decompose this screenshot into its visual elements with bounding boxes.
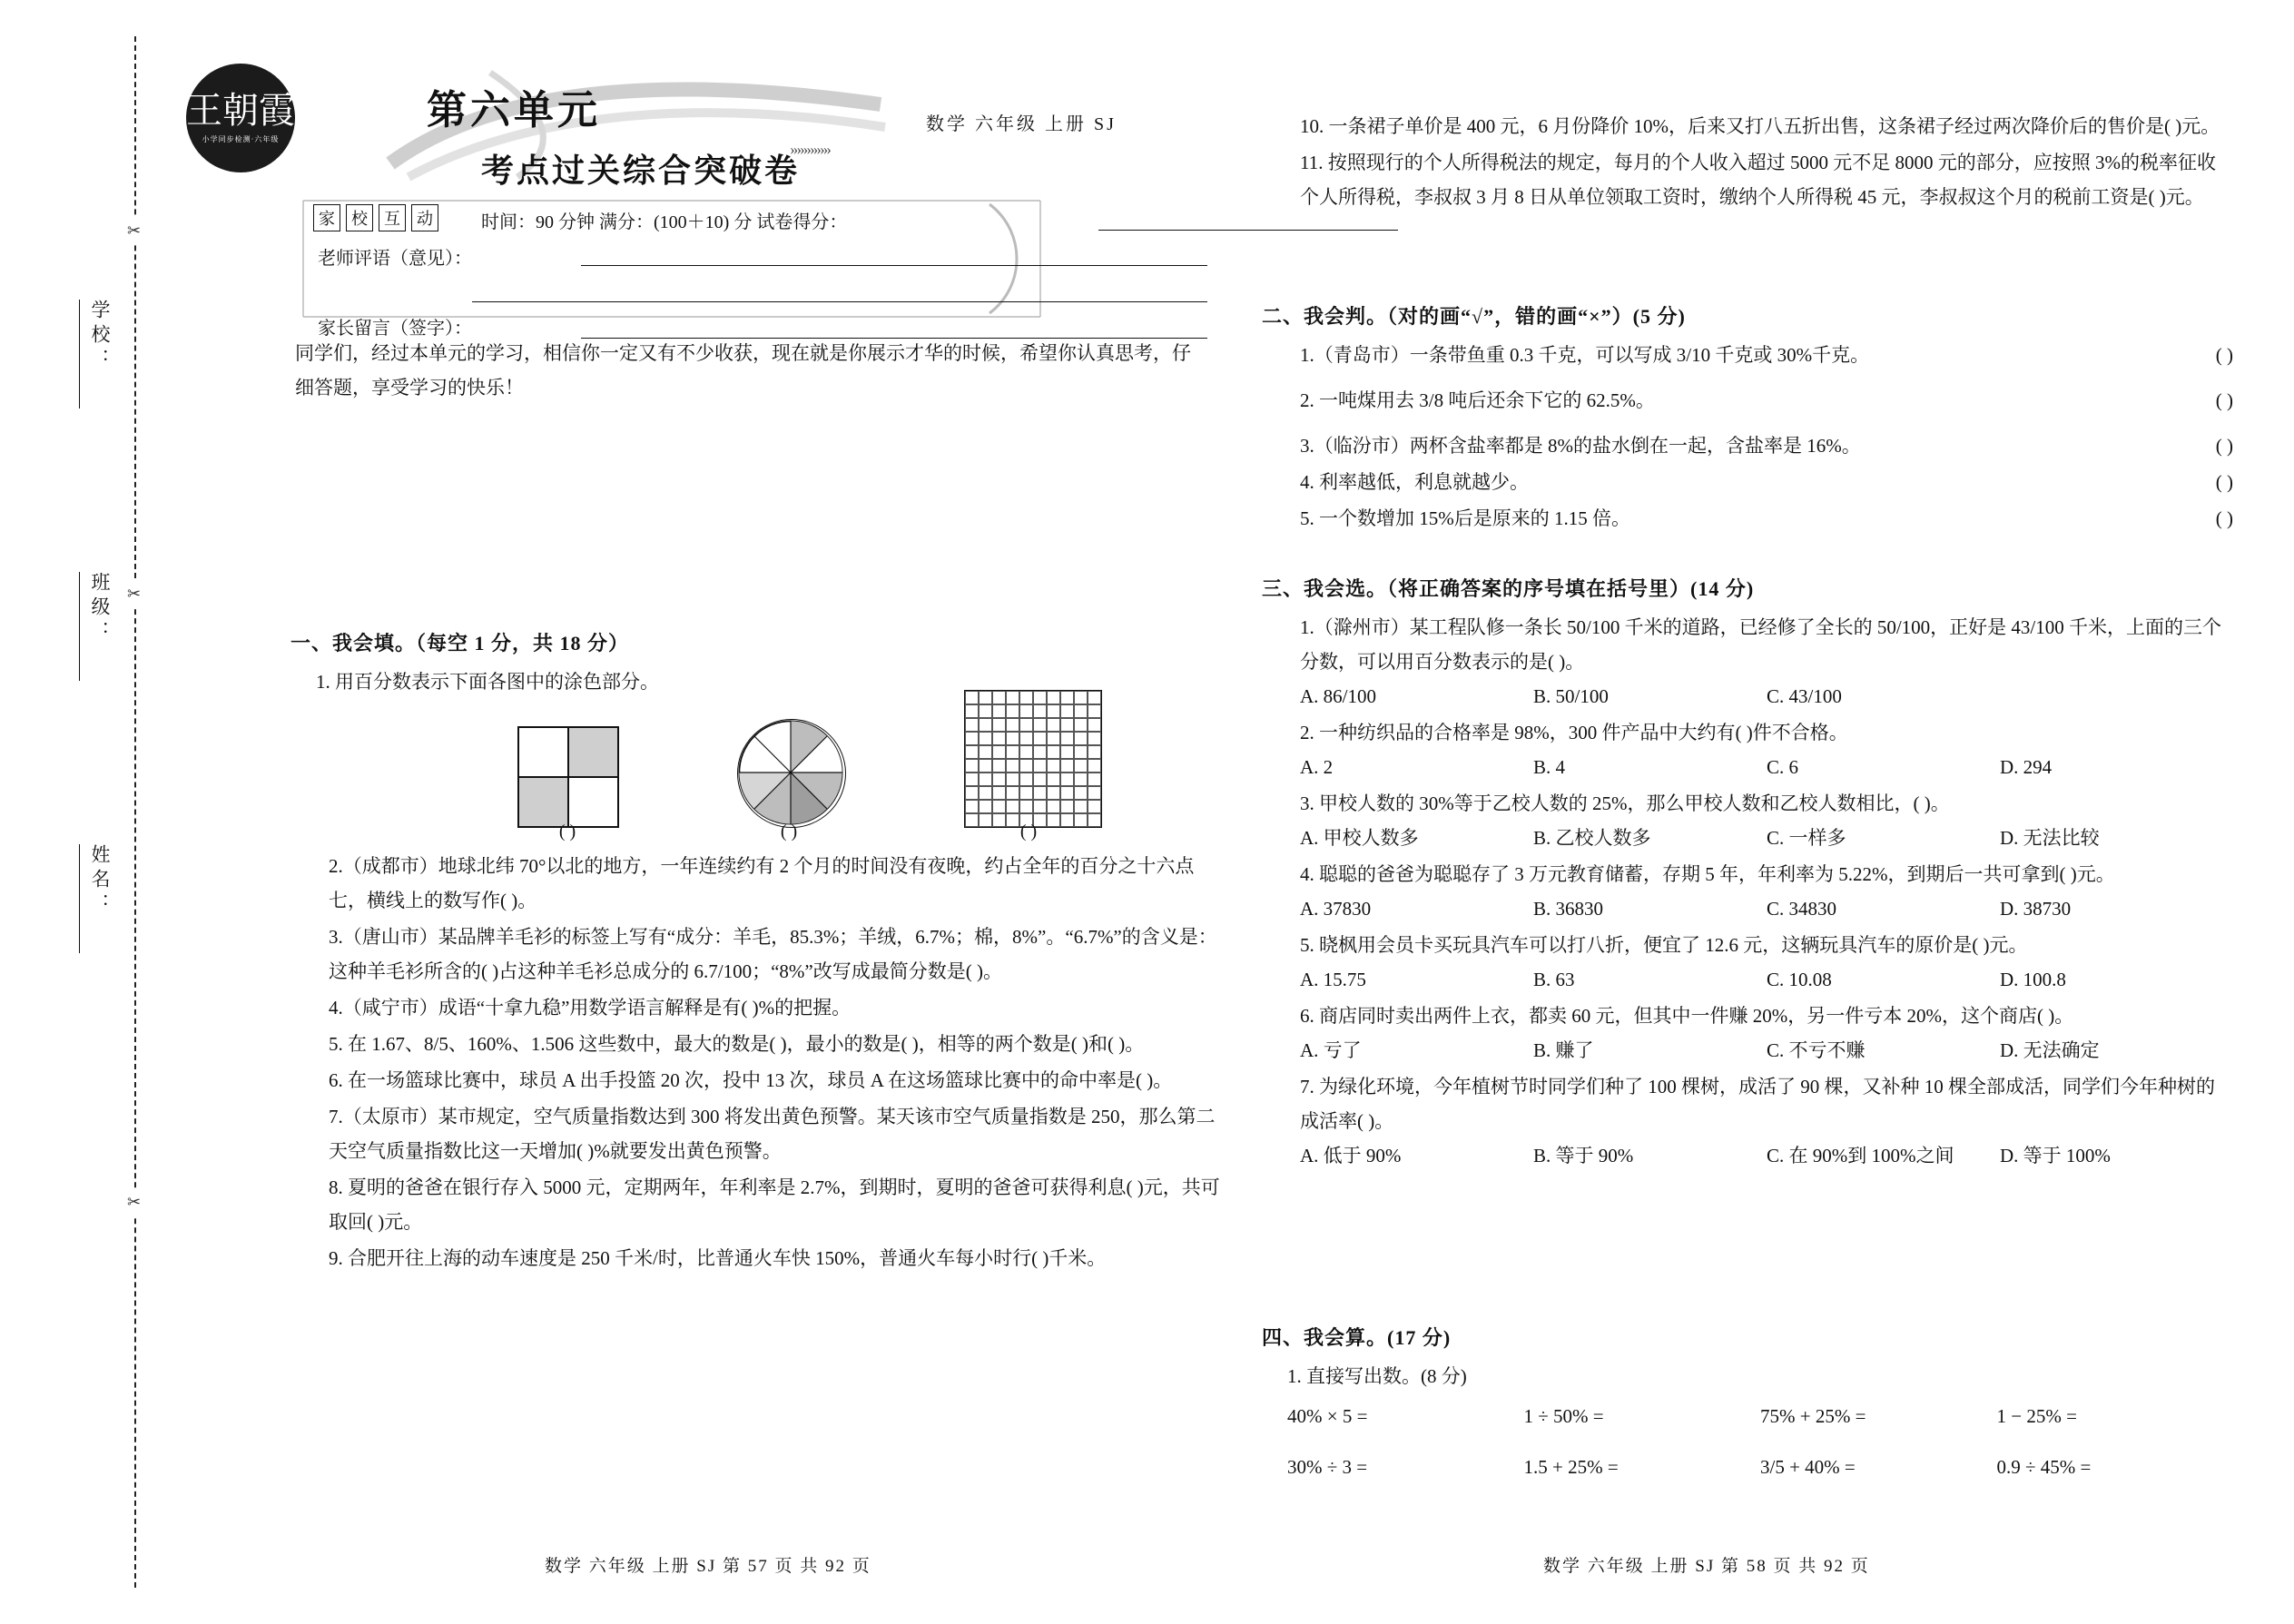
question-3-1-options [1300,679,2233,714]
side-field-name-line [79,844,80,953]
option-3-4-a[interactable]: A. 37830 [1300,898,1372,920]
side-field-class-label: 班级： [89,572,111,645]
section-3 [1262,572,2233,1175]
question-3-4-stem: 4. 聪聪的爸爸为聪聪存了 3 万元教育储蓄，存期 5 年，年利率为 5.22%，到期后一共可拿到( )元。 [1300,863,2115,885]
question-1-3: 3.（唐山市）某品牌羊毛衫的标签上写有“成分：羊毛，85.3%；羊绒，6.7%；棉，8%”。“6.7%”的含义是：这种羊毛衫所含的( )占这种羊毛衫总成分的 6.7/100；“8%”改写成最简分数是( )。 [329,926,1217,982]
unit-subtitle: 考点过关综合突破卷 [481,153,801,189]
calc-1-1[interactable]: 40% × 5 = [1287,1405,1368,1427]
calc-1-3[interactable]: 75% + 25% = [1760,1405,1866,1427]
answer-mark-2-2[interactable]: ( ) [2215,389,2233,411]
figure-caption-1: ( ) [558,822,576,842]
section-3-questions [1262,610,2233,1173]
answer-mark-2-5[interactable]: ( ) [2215,507,2233,529]
calc-2-3[interactable]: 3/5 + 40% = [1760,1456,1856,1478]
option-3-6-d[interactable]: D. 无法确定 [2000,1039,2100,1061]
option-3-2-d[interactable]: D. 294 [2000,756,2053,778]
side-field-name [64,844,113,1008]
question-2-5 [1262,501,2233,536]
question-3-7-stem: 7. 为绿化环境，今年植树节时同学们种了 100 棵树，成活了 90 棵，又补种 10 棵全部成活，同学们今年种树的成活率( )。 [1300,1076,2215,1132]
question-1-7: 7.（太原市）某市规定，空气质量指数达到 300 将发出黄色预警。某天该市空气质量指数是 250，那么第二天空气质量指数比这一天增加( )%就要发出黄色预警。 [329,1106,1216,1162]
scissors-icon: ✂ [127,1189,141,1216]
side-fields [64,300,145,1117]
badge-char-1: 家 [313,204,340,231]
badge-char-2: 校 [346,204,373,231]
calc-2-4[interactable]: 0.9 ÷ 45% = [1996,1456,2092,1478]
answer-mark-2-3[interactable]: ( ) [2215,435,2233,457]
question-3-6 [1262,999,2233,1068]
answer-mark-2-4[interactable]: ( ) [2215,471,2233,493]
question-2-2 [1262,383,2233,418]
question-1-figure-captions [517,822,1097,842]
option-3-5-d[interactable]: D. 100.8 [2000,969,2066,990]
question-1-11: 11. 按照现行的个人所得税法的规定，每月的个人收入超过 5000 元不足 8000 元的部分，应按照 3%的税率征收个人所得税，李叔叔 3 月 8 日从单位领取工资时，缴纳个人所得税 45 元，李叔叔这个月的税前工资是( )元。 [1300,152,2216,208]
option-3-6-b[interactable]: B. 赚了 [1533,1039,1594,1061]
badge-char-3: 互 [379,204,406,231]
teacher-remark-line-2 [472,301,1207,302]
option-3-7-d[interactable]: D. 等于 100% [2000,1145,2111,1166]
calc-row-1 [1262,1399,2233,1433]
option-3-1-d [2000,679,2233,714]
question-2-1-text: 1.（青岛市）一条带鱼重 0.3 千克，可以写成 3/10 千克或 30%千克。 [1300,344,1870,366]
section-1-heading: 一、我会填。（每空 1 分，共 18 分） [290,632,630,655]
figure-hundred-grid [964,690,1102,828]
parent-note-label: 家长留言（签字）： [318,319,472,339]
calc-1-4[interactable]: 1 − 25% = [1996,1405,2077,1427]
side-field-school [64,300,113,463]
question-3-7 [1262,1069,2233,1173]
decorative-arrows: ›››››››››››› [790,141,830,158]
calc-row-2 [1262,1450,2233,1484]
option-3-1-b[interactable]: B. 50/100 [1533,685,1609,707]
question-3-4-options [1300,891,2233,926]
question-1-8: 8. 夏明的爸爸在银行存入 5000 元，定期两年，年利率是 2.7%，到期时，夏明的爸爸可获得利息( )元，共可取回( )元。 [329,1176,1220,1233]
question-3-6-stem: 6. 商店同时卖出两件上衣，都卖 60 元，但其中一件赚 20%，另一件亏本 20%，这个商店( )。 [1300,1005,2074,1027]
section-4-sub-heading: 1. 直接写出数。(8 分) [1287,1365,1467,1387]
logo-main-text: 王朝霞 [186,89,295,131]
option-3-3-b[interactable]: B. 乙校人数多 [1533,827,1651,849]
question-1-9: 9. 合肥开往上海的动车速度是 250 千米/时，比普通火车快 150%，普通火车每小时行( )千米。 [329,1247,1107,1269]
section-1-rest [290,849,1226,1277]
section-3-heading: 三、我会选。（将正确答案的序号填在括号里）(14 分) [1262,577,1755,600]
question-3-2-options [1300,750,2233,784]
question-2-5-text: 5. 一个数增加 15%后是原来的 1.15 倍。 [1300,507,1630,529]
side-field-school-label: 学校： [89,300,111,373]
footer-left: 数学 六年级 上册 SJ 第 57 页 共 92 页 [545,1557,871,1576]
teacher-remark-line-1 [581,265,1207,266]
answer-mark-2-1[interactable]: ( ) [2215,344,2233,366]
side-field-class [64,572,113,735]
page-right [1244,0,2260,1624]
option-3-3-c[interactable]: C. 一样多 [1767,827,1846,849]
figure-four-squares [517,726,619,828]
time-score-info: 时间：90 分钟 满分：(100＋10) 分 试卷得分： [481,212,848,232]
option-3-2-c[interactable]: C. 6 [1767,756,1799,778]
side-field-school-line [79,300,80,408]
option-3-1-c[interactable]: C. 43/100 [1767,685,1842,707]
question-3-5-options [1300,962,2233,997]
logo-sub-text: 小学同步检测·六年级 [202,134,280,143]
calc-2-2[interactable]: 1.5 + 25% = [1523,1456,1619,1478]
option-3-6-a[interactable]: A. 亏了 [1300,1039,1362,1061]
question-2-3-text: 3.（临汾市）两杯含盐率都是 8%的盐水倒在一起，含盐率是 16%。 [1300,435,1861,457]
option-3-2-b[interactable]: B. 4 [1533,756,1566,778]
calc-1-2[interactable]: 1 ÷ 50% = [1523,1405,1604,1427]
option-3-4-b[interactable]: B. 36830 [1533,898,1604,920]
question-1-10: 10. 一条裙子单价是 400 元，6 月份降价 10%，后来又打八五折出售，这条裙子经过两次降价后的售价是( )元。 [1300,115,2220,137]
figure-pie-eighths [737,719,846,828]
question-3-4 [1262,857,2233,926]
option-3-5-a[interactable]: A. 15.75 [1300,969,1366,990]
teacher-remark-label: 老师评语（意见）： [318,249,472,269]
question-3-3 [1262,786,2233,855]
section-2 [1262,300,2233,537]
publisher-logo [186,64,295,172]
option-3-4-c[interactable]: C. 34830 [1767,898,1837,920]
option-3-1-a[interactable]: A. 86/100 [1300,685,1376,707]
question-2-4-text: 4. 利率越低，利息就越少。 [1300,471,1529,493]
question-3-6-options [1300,1033,2233,1068]
question-3-1-stem: 1.（滁州市）某工程队修一条长 50/100 千米的道路，已经修了全长的 50/100，正好是 43/100 千米，上面的三个分数，可以用百分数表示的是( )。 [1300,616,2221,673]
option-3-7-c[interactable]: C. 在 90%到 100%之间 [1767,1145,1954,1166]
question-1-6: 6. 在一场篮球比赛中，球员 A 出手投篮 20 次，投中 13 次，球员 A 在这场篮球比赛中的命中率是( )。 [329,1069,1173,1091]
scissors-icon: ✂ [127,581,141,607]
section-1-continued [1262,109,2224,216]
question-2-3 [1262,428,2233,463]
section-4-heading: 四、我会算。(17 分) [1262,1326,1452,1349]
unit-title: 第六单元 [427,88,601,133]
intro-paragraph: 同学们，经过本单元的学习，相信你一定又有不少收获，现在就是你展示才华的时候，希望你认真思考，仔细答题，享受学习的快乐！ [295,342,1191,399]
question-2-2-text: 2. 一吨煤用去 3/8 吨后还余下它的 62.5%。 [1300,389,1655,411]
question-1-5: 5. 在 1.67、8/5、160%、1.506 这些数中，最大的数是( )，最小的数是( )，相等的两个数是( )和( )。 [329,1033,1145,1055]
section-4 [1262,1321,2233,1484]
question-3-2-stem: 2. 一种纺织品的合格率是 98%，300 件产品中大约有( )件不合格。 [1300,722,1848,743]
question-2-1 [1262,338,2233,372]
question-1-4: 4.（咸宁市）成语“十拿九稳”用数学语言解释是有( )%的把握。 [329,997,852,1019]
option-3-5-c[interactable]: C. 10.08 [1767,969,1832,990]
question-1-2: 2.（成都市）地球北纬 70°以北的地方，一年连续约有 2 个月的时间没有夜晚，约占全年的百分之十六点七，横线上的数写作( )。 [329,855,1195,911]
question-3-7-options [1300,1138,2233,1173]
section-1-questions-cont [1262,109,2224,214]
option-3-3-d[interactable]: D. 无法比较 [2000,827,2100,849]
figure-caption-2: ( ) [780,822,798,842]
option-3-6-c[interactable]: C. 不亏不赚 [1767,1039,1866,1061]
side-field-name-label: 姓名： [89,844,111,918]
option-3-7-b[interactable]: B. 等于 90% [1533,1145,1634,1166]
footer-right: 数学 六年级 上册 SJ 第 58 页 共 92 页 [1543,1557,1870,1576]
section-2-questions [1262,338,2233,536]
question-3-2 [1262,715,2233,784]
question-3-1 [1262,610,2233,714]
badge-char-4: 动 [411,204,438,231]
section-2-heading: 二、我会判。（对的画“√”，错的画“×”）(5 分) [1262,305,1686,328]
option-3-2-a[interactable]: A. 2 [1300,756,1334,778]
question-3-5 [1262,928,2233,997]
scissors-icon: ✂ [127,218,141,244]
option-3-5-b[interactable]: B. 63 [1533,969,1575,990]
option-3-7-a[interactable]: A. 低于 90% [1300,1145,1402,1166]
figure-caption-3: ( ) [1019,822,1038,842]
question-1-figures [517,690,1102,828]
option-3-4-d[interactable]: D. 38730 [2000,898,2072,920]
option-3-3-a[interactable]: A. 甲校人数多 [1300,827,1419,849]
question-3-3-stem: 3. 甲校人数的 30%等于乙校人数的 25%，那么甲校人数和乙校人数相比，( )。 [1300,792,1950,814]
paper-meta: 数学 六年级 上册 SJ [926,114,1117,134]
section-1-questions-rest [290,849,1226,1275]
question-1-1: 1. 用百分数表示下面各图中的涂色部分。 [316,671,659,693]
question-3-5-stem: 5. 晓枫用会员卡买玩具汽车可以打八折，便宜了 12.6 元，这辆玩具汽车的原价是( )元。 [1300,934,2028,956]
calc-2-1[interactable]: 30% ÷ 3 = [1287,1456,1368,1478]
page-left [154,0,1235,1624]
question-3-3-options [1300,821,2233,855]
side-field-class-line [79,572,80,681]
question-2-4 [1262,465,2233,499]
